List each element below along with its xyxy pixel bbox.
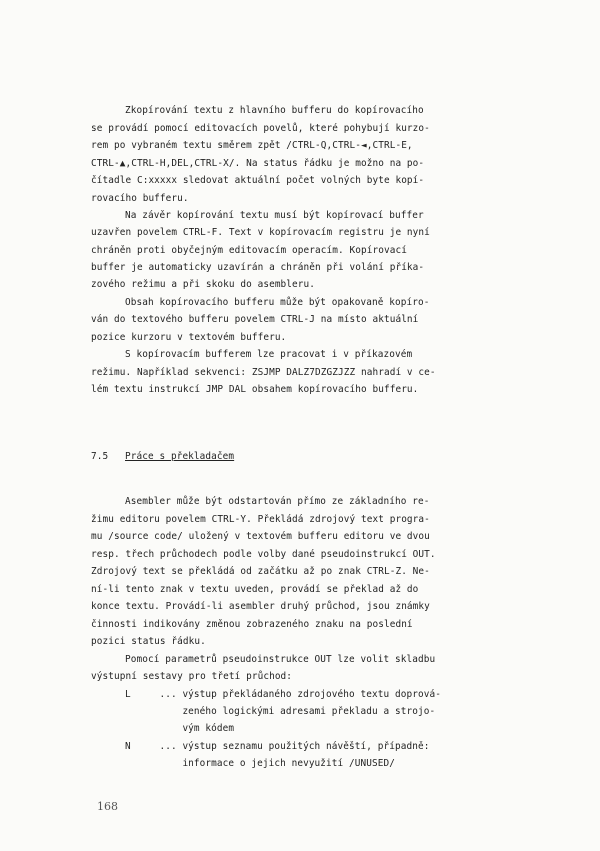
text-line: Na závěr kopírování textu musí být kopírovací buffer (125, 210, 424, 221)
text-line: Pomocí parametrů pseudoinstrukce OUT lze volit skladbu (125, 654, 436, 665)
list-item: vým kódem (125, 723, 235, 734)
text-line: buffer je automaticky uzavírán a chráněn při volání příka- (91, 262, 425, 273)
text-line: konce textu. Provádí-li asembler druhý průchod, jsou známky (91, 601, 430, 612)
list-item: N ... výstup seznamu použitých návěští, případně: (125, 741, 430, 752)
text-line: resp. třech průchodech podle volby dané pseudoinstrukcí OUT. (91, 549, 436, 560)
text-line: mu /source code/ uložený v textovém bufferu editoru ve dvou (91, 531, 430, 542)
text-line: ní-li tento znak v textu uveden, provádí se překlad až do (91, 584, 419, 595)
section-number: 7.5 (91, 451, 109, 462)
text-line: žimu editoru povelem CTRL-Y. Překládá zdrojový text progra- (91, 514, 430, 525)
text-line: Zkopírování textu z hlavního bufferu do kopírovacího (125, 105, 424, 116)
list-item: informace o jejich nevyužití /UNUSED/ (125, 758, 395, 769)
text-line: pozice kurzoru v textovém bufferu. (91, 332, 287, 343)
text-line: zového režimu a při skoku do asembleru. (91, 279, 316, 290)
text-line: režimu. Například sekvenci: ZSJMP DALZ7DZGZJZZ nahradí v ce- (91, 367, 436, 378)
text-line: CTRL-▲,CTRL-H,DEL,CTRL-X/. Na status řádku je možno na po- (91, 158, 425, 169)
text-line: pozici status řádku. (91, 636, 206, 647)
text-line: rem po vybraném textu směrem zpět /CTRL-Q,CTRL-◄,CTRL-E, (91, 140, 413, 151)
text-line: ván do textového bufferu povelem CTRL-J na místo aktuální (91, 314, 419, 325)
text-line: výstupní sestavy pro třetí průchod: (91, 671, 293, 682)
text-line: Obsah kopírovacího bufferu může být opakovaně kopíro- (125, 297, 430, 308)
section-title: Práce s překladačem (125, 451, 235, 462)
page-number: 168 (97, 800, 118, 813)
text-line: čítadle C:xxxxx sledovat aktuální počet volných byte kopí- (91, 175, 425, 186)
text-line: S kopírovacím bufferem lze pracovat i v příkazovém (125, 349, 413, 360)
text-line: rovacího bufferu. (91, 193, 189, 204)
text-line: Zdrojový text se překládá od začátku až po znak CTRL-Z. Ne- (91, 566, 430, 577)
list-item: zeného logickými adresami překladu a strojo- (125, 706, 436, 717)
text-line: lém textu instrukcí JMP DAL obsahem kopírovacího bufferu. (91, 384, 419, 395)
text-line: Asembler může být odstartován přímo ze základního re- (125, 496, 430, 507)
text-line: chráněn proti obyčejným editovacím operacím. Kopírovací (91, 245, 407, 256)
list-item: L ... výstup překládaného zdrojového textu doprová- (125, 689, 441, 700)
text-line: uzavřen povelem CTRL-F. Text v kopírovacím registru je nyní (91, 227, 430, 238)
text-line: činnosti indikovány změnou zobrazeného znaku na poslední (91, 619, 413, 630)
text-line: se provádí pomocí editovacích povelů, které pohybují kurzo- (91, 123, 430, 134)
